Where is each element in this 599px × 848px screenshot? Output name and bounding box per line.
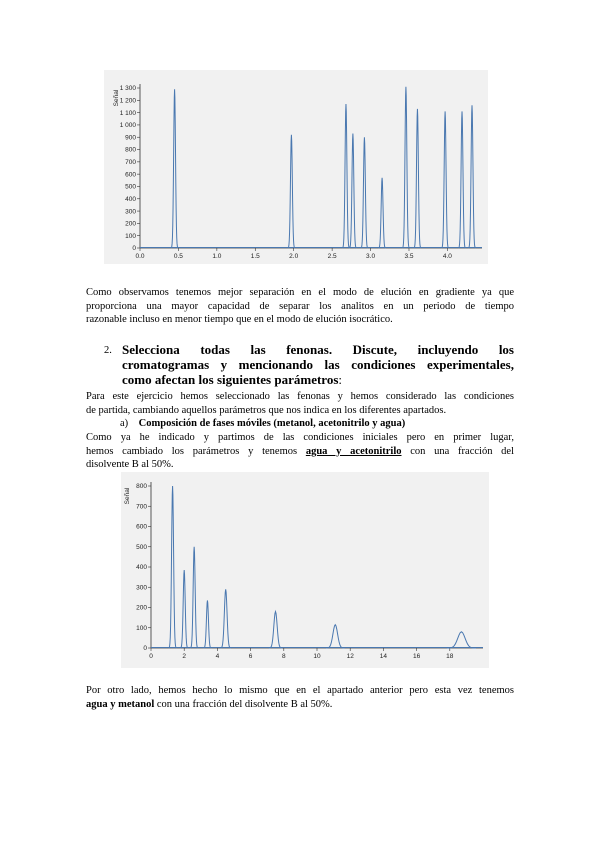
text-segment: con una fracción del [401, 445, 515, 457]
y-tick-label: 300 [125, 208, 136, 216]
y-tick-label: 400 [136, 564, 147, 572]
subsection-title: Composición de fases móviles (metanol, acetonitrilo y agua) [138, 418, 406, 429]
y-tick-label: 500 [125, 183, 136, 191]
y-tick-label: 100 [125, 232, 136, 240]
peak [447, 632, 476, 648]
heading-line: Selecciona todas las fenonas. Discute, incluyendo los [122, 342, 514, 357]
y-tick-label: 200 [125, 220, 136, 228]
peak [458, 111, 465, 248]
x-tick-label: 8 [281, 653, 286, 660]
peak [180, 570, 188, 648]
x-tick-label: 2 [182, 653, 187, 660]
peak [288, 135, 295, 248]
chromatogram-gradient [104, 70, 488, 264]
peak [269, 612, 282, 648]
y-tick-label: 0 [143, 645, 147, 653]
x-tick-label: 12 [346, 653, 354, 660]
emphasis-water-acetonitrile: agua y acetonitrilo [305, 445, 402, 457]
peak [171, 89, 178, 248]
peak [203, 600, 211, 648]
peak [361, 137, 368, 248]
x-tick-label: 2.0 [289, 253, 299, 260]
paragraph-acetonitrile [86, 431, 514, 472]
x-tick-label: 3.5 [404, 253, 414, 260]
peak [342, 104, 349, 248]
x-tick-label: 4 [215, 653, 220, 660]
y-axis-label: Señal [124, 487, 131, 505]
x-tick-label: 0.5 [173, 253, 183, 260]
heading-line: cromatogramas y mencionando las condiciones experimentales, [122, 357, 514, 372]
y-tick-label: 1 200 [119, 97, 136, 105]
x-tick-label: 14 [379, 653, 388, 660]
peak [441, 111, 448, 248]
paragraph-exercise-intro [86, 390, 514, 417]
paragraph-methanol [86, 684, 514, 711]
section-heading-2 [104, 342, 514, 387]
x-tick-label: 10 [313, 653, 321, 660]
y-tick-label: 800 [125, 146, 136, 154]
text-line: Por otro lado, hemos hecho lo mismo que en el apartado anterior pero esta vez tenemos [86, 685, 514, 696]
text-segment: hemos cambiado los parámetros y tenemos [86, 445, 306, 457]
text-segment: con una fracción del disolvente B al 50%. [154, 698, 333, 710]
x-tick-label: 6 [248, 653, 253, 660]
text-line: Para este ejercicio hemos seleccionado las fenonas y hemos considerado las condiciones [86, 391, 514, 402]
peak [378, 178, 385, 248]
y-tick-label: 0 [132, 245, 136, 253]
text-line: razonable incluso en menor tiempo que en el modo de elución isocrático. [86, 314, 393, 325]
peak [414, 109, 421, 248]
x-tick-label: 3.0 [366, 253, 376, 260]
y-axis-label: Señal [113, 89, 120, 107]
peak [402, 87, 409, 248]
text-line: de partida, cambiando aquellos parámetros que nos indica en los diferentes apartados. [86, 404, 447, 416]
chromatogram-acetonitrile [121, 472, 489, 668]
y-tick-label: 500 [136, 543, 147, 551]
heading-line [122, 372, 514, 387]
x-tick-label: 1.0 [212, 253, 222, 260]
text-line: proporciona una mayor capacidad de separar los analitos en un periodo de tiempo [86, 300, 514, 312]
x-tick-label: 4.0 [442, 253, 452, 260]
paragraph-gradient-conclusion [86, 286, 514, 327]
y-tick-label: 600 [125, 171, 136, 179]
text-line: Como ya he indicado y partimos de las condiciones iniciales pero en primer lugar, [86, 432, 514, 443]
y-tick-label: 700 [125, 159, 136, 167]
peak [326, 625, 345, 648]
peak [169, 486, 177, 648]
peak [190, 547, 198, 648]
text-line: Como observamos tenemos mejor separación en el modo de elución en gradiente ya que [86, 287, 514, 298]
x-tick-label: 1.5 [250, 253, 260, 260]
y-tick-label: 600 [136, 523, 147, 531]
chromatogram-acetonitrile-panel [121, 472, 489, 668]
y-tick-label: 200 [136, 604, 147, 612]
y-tick-label: 900 [125, 134, 136, 142]
y-tick-label: 400 [125, 195, 136, 203]
x-tick-label: 0 [149, 653, 153, 660]
peak [468, 105, 475, 248]
text-line: disolvente B al 50%. [86, 459, 174, 470]
heading-colon: : [338, 372, 343, 387]
y-tick-label: 300 [136, 584, 147, 592]
y-tick-label: 1 100 [119, 109, 136, 117]
heading-line-text: como afectan los siguientes parámetros [122, 372, 339, 387]
peak [349, 134, 356, 248]
text-line [86, 698, 514, 712]
chromatogram-gradient-panel [104, 70, 488, 264]
x-tick-label: 18 [446, 653, 454, 660]
y-tick-label: 1 300 [119, 85, 136, 93]
y-tick-label: 100 [136, 624, 147, 632]
subsection-a [120, 417, 405, 430]
y-tick-label: 800 [136, 483, 147, 491]
section-number: 2. [104, 345, 112, 356]
peak [220, 589, 231, 648]
y-tick-label: 700 [136, 503, 147, 511]
subsection-label: a) [120, 418, 129, 429]
y-tick-label: 1 000 [119, 122, 136, 130]
text-line [86, 445, 514, 459]
x-tick-label: 16 [412, 653, 421, 660]
x-tick-label: 0.0 [135, 253, 145, 260]
x-tick-label: 2.5 [327, 253, 337, 260]
emphasis-water-methanol: agua y metanol [86, 698, 155, 710]
